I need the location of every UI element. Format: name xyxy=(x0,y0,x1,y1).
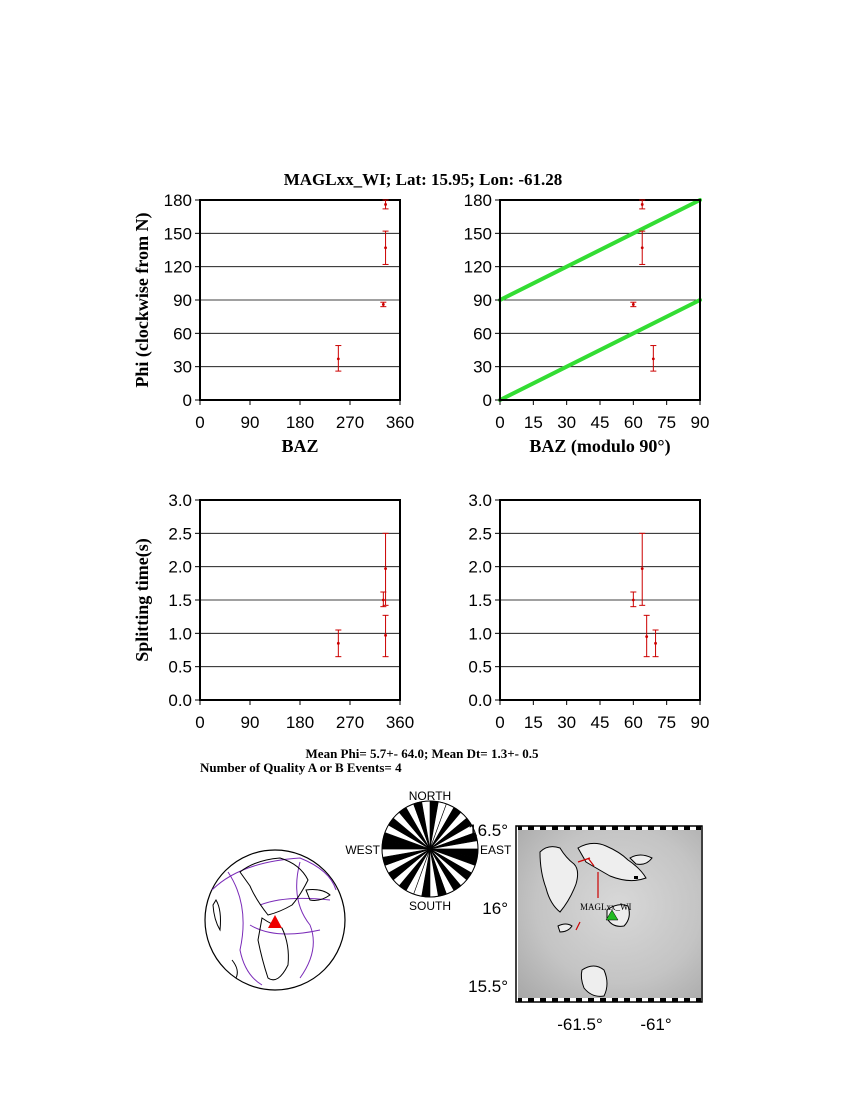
model-line xyxy=(500,200,700,300)
y-tick-label: 60 xyxy=(473,324,492,344)
point-marker xyxy=(382,599,385,602)
y-tick-label: 90 xyxy=(473,291,492,310)
x-tick-label: 15 xyxy=(523,713,543,732)
x-tick-label: 75 xyxy=(657,413,677,432)
x-tick-label: 0 xyxy=(495,713,505,732)
data-point xyxy=(380,302,386,306)
x-tick-label: 90 xyxy=(690,413,710,432)
data-point xyxy=(383,200,389,209)
rose-label-east: EAST xyxy=(480,843,512,857)
y-tick-label: 3.0 xyxy=(468,491,492,510)
x-tick-label: 60 xyxy=(623,713,643,732)
data-point xyxy=(630,302,636,306)
x-tick-label: 30 xyxy=(557,413,577,432)
data-point xyxy=(335,346,341,372)
y-tick-label: 60 xyxy=(173,324,192,344)
y-tick-label: 90 xyxy=(173,291,192,310)
y-tick-label: 1.5 xyxy=(468,591,492,610)
y-tick-label: 1.5 xyxy=(168,591,192,610)
map-lat-tick: 16° xyxy=(482,899,508,918)
phi-vs-baz-chart xyxy=(132,191,414,456)
y-axis-label: Splitting time(s) xyxy=(132,538,152,662)
point-marker xyxy=(337,357,340,360)
x-tick-label: 15 xyxy=(523,413,543,432)
data-point xyxy=(630,592,636,607)
rose-diagram xyxy=(345,789,512,913)
y-tick-label: 180 xyxy=(163,191,192,210)
map-lon-tick: -61° xyxy=(640,1015,672,1034)
point-marker xyxy=(384,634,387,637)
y-tick-label: 1.0 xyxy=(168,624,192,644)
point-marker xyxy=(632,599,635,602)
point-marker xyxy=(384,246,387,249)
point-marker xyxy=(652,357,655,360)
data-point xyxy=(383,231,389,264)
rose-label-north: NORTH xyxy=(408,789,452,803)
y-tick-label: 0 xyxy=(482,391,492,410)
y-tick-label: 120 xyxy=(463,257,492,277)
point-marker xyxy=(645,635,648,638)
y-axis-label: Phi (clockwise from N) xyxy=(132,212,152,388)
data-point xyxy=(653,630,659,657)
x-tick-label: 60 xyxy=(623,413,643,432)
y-tick-label: 30 xyxy=(473,357,492,377)
x-tick-label: 0 xyxy=(195,413,205,432)
point-marker xyxy=(337,642,340,645)
globe-map xyxy=(205,850,345,990)
point-marker xyxy=(654,642,657,645)
x-tick-label: 180 xyxy=(285,713,315,732)
x-axis-label: BAZ (modulo 90°) xyxy=(529,436,671,456)
map-lon-tick: -61.5° xyxy=(557,1015,603,1034)
y-tick-label: 150 xyxy=(463,224,492,244)
data-point xyxy=(644,615,650,656)
x-tick-label: 90 xyxy=(240,413,260,432)
data-point xyxy=(639,200,645,209)
map-station-label: MAGLxx_WI xyxy=(580,902,632,912)
dt-vs-baz-mod90-chart xyxy=(468,491,709,732)
y-tick-label: 0.0 xyxy=(468,691,492,710)
x-tick-label: 360 xyxy=(385,413,415,432)
y-tick-label: 3.0 xyxy=(168,491,192,510)
x-tick-label: 270 xyxy=(335,713,365,732)
x-tick-label: 30 xyxy=(557,713,577,732)
x-tick-label: 90 xyxy=(240,713,260,732)
y-tick-label: 2.5 xyxy=(468,524,492,544)
dt-vs-baz-chart xyxy=(132,491,414,732)
point-marker xyxy=(641,203,644,206)
phi-vs-baz-mod90-chart xyxy=(464,191,710,457)
point-marker xyxy=(641,567,644,570)
model-line xyxy=(500,300,700,400)
event-count: Number of Quality A or B Events= 4 xyxy=(200,760,402,775)
y-tick-label: 2.0 xyxy=(468,557,492,577)
x-axis-label: BAZ xyxy=(281,436,319,456)
x-tick-label: 180 xyxy=(285,413,315,432)
x-tick-label: 90 xyxy=(690,713,710,732)
point-marker xyxy=(382,303,385,306)
y-tick-label: 2.0 xyxy=(168,557,192,577)
y-tick-label: 0.0 xyxy=(168,691,192,710)
y-tick-label: 1.0 xyxy=(468,624,492,644)
y-tick-label: 0.5 xyxy=(168,657,192,677)
y-tick-label: 120 xyxy=(163,257,192,277)
x-tick-label: 75 xyxy=(657,713,677,732)
point-marker xyxy=(641,246,644,249)
y-tick-label: 180 xyxy=(463,191,492,210)
data-point xyxy=(639,231,645,264)
x-tick-label: 0 xyxy=(495,413,505,432)
y-tick-label: 0.5 xyxy=(468,657,492,677)
x-tick-label: 360 xyxy=(385,713,415,732)
data-point xyxy=(335,630,341,657)
data-point xyxy=(383,615,389,656)
point-marker xyxy=(384,203,387,206)
y-tick-label: 2.5 xyxy=(168,524,192,544)
y-tick-label: 0 xyxy=(182,391,192,410)
y-tick-label: 150 xyxy=(163,224,192,244)
point-marker xyxy=(632,303,635,306)
x-tick-label: 45 xyxy=(590,713,610,732)
rose-label-west: WEST xyxy=(345,843,380,857)
data-point xyxy=(639,533,645,605)
map-lat-tick: 16.5° xyxy=(468,821,508,840)
station-title: MAGLxx_WI; Lat: 15.95; Lon: -61.28 xyxy=(283,170,563,189)
x-tick-label: 45 xyxy=(590,413,610,432)
point-marker xyxy=(384,567,387,570)
data-point xyxy=(650,346,656,372)
mean-summary: Mean Phi= 5.7+- 64.0; Mean Dt= 1.3+- 0.5 xyxy=(305,746,539,761)
x-tick-label: 270 xyxy=(335,413,365,432)
rose-label-south: SOUTH xyxy=(409,899,451,913)
y-tick-label: 30 xyxy=(173,357,192,377)
x-tick-label: 0 xyxy=(195,713,205,732)
map-lat-tick: 15.5° xyxy=(468,977,508,996)
